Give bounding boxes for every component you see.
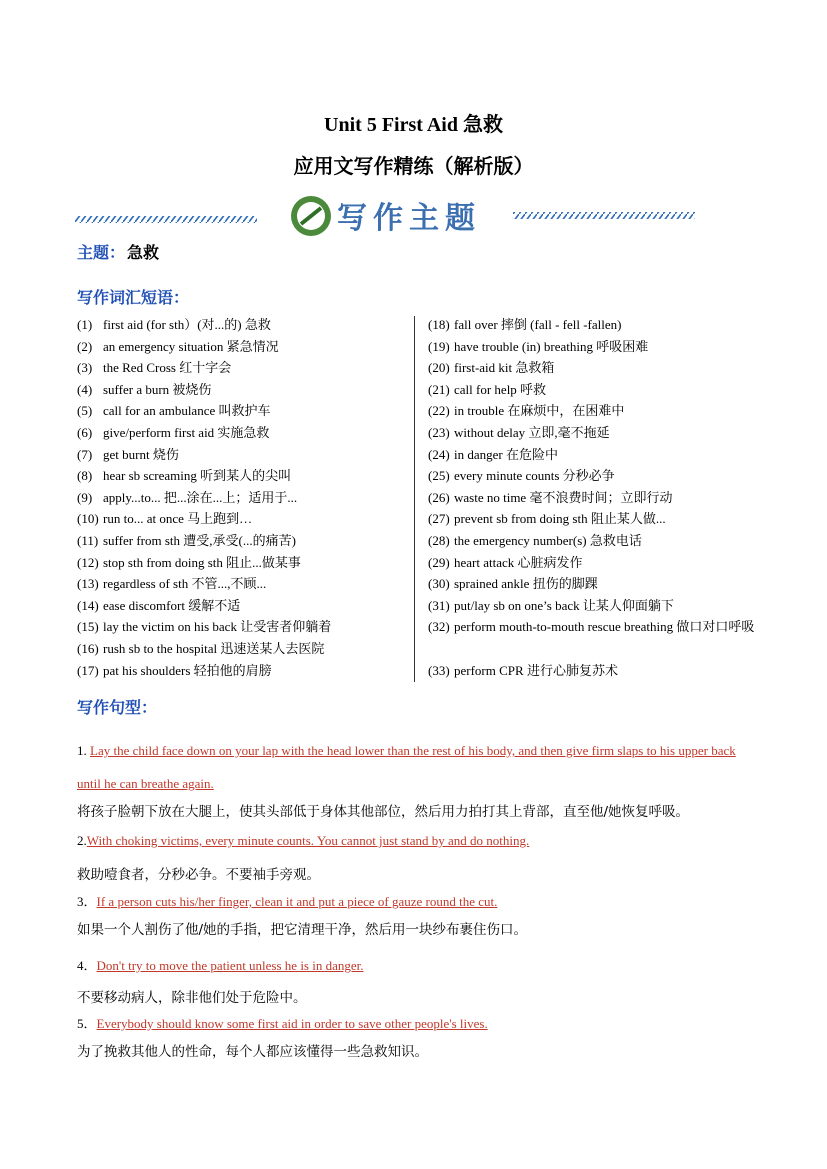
vocab-item: (5) call for an ambulance 叫救护车 <box>77 403 271 419</box>
vocab-item: (10) run to... at once 马上跑到… <box>77 511 253 527</box>
section-banner <box>75 190 695 244</box>
vocab-item: (22) in trouble 在麻烦中，在困难中 <box>428 403 625 419</box>
vocab-item: (20) first-aid kit 急救箱 <box>428 360 555 376</box>
vocab-item: (6) give/perform first aid 实施急救 <box>77 424 270 440</box>
banner-stripe-left <box>75 216 257 223</box>
vocab-item: (19) have trouble (in) breathing 呼吸困难 <box>428 338 649 354</box>
sentence-chinese: 将孩子脸朝下放在大腿上，使其头部低于身体其他部位，然后用力拍打其上背部，直至他/她恢复呼吸。 <box>77 804 690 820</box>
vocab-item: (32) perform mouth-to-mouth rescue breathing 做口对口呼吸 <box>428 619 755 635</box>
vocab-item: (1) first aid (for sth）(对...的) 急救 <box>77 317 271 332</box>
vocab-item: (28) the emergency number(s) 急救电话 <box>428 532 642 548</box>
vocab-item: (7) get burnt 烧伤 <box>77 446 179 462</box>
vocab-item: (25) every minute counts 分秒必争 <box>428 468 615 484</box>
vocab-table <box>77 314 757 686</box>
vocab-item: (27) prevent sb from doing sth 阻止某人做... <box>428 511 666 527</box>
sentence-chinese: 救助噎食者，分秒必争。不要袖手旁观。 <box>77 867 320 883</box>
vocab-item: (12) stop sth from doing sth 阻止...做某事 <box>77 554 301 570</box>
vocab-item: (18) fall over 摔倒 (fall - fell -fallen) <box>428 317 622 332</box>
vocab-item: (23) without delay 立即,毫不拖延 <box>428 424 610 440</box>
vocab-item: (9) apply...to... 把...涂在...上；适用于... <box>77 489 298 505</box>
vocab-item: (16) rush sb to the hospital 迅速送某人去医院 <box>77 640 325 656</box>
vocab-item: (13) regardless of sth 不管...,不顾... <box>77 576 267 592</box>
vocab-item: (15) lay the victim on his back 让受害者仰躺着 <box>77 619 332 635</box>
vocab-item: (31) put/lay sb on one’s back 让某人仰面躺下 <box>428 597 674 613</box>
vocab-item: (17) pat his shoulders 轻拍他的肩膀 <box>77 662 272 678</box>
vocab-item: (3) the Red Cross 红十字会 <box>77 360 232 376</box>
topic-label: 主题： <box>77 243 126 262</box>
sentence-english: 1. Lay the child face down on your lap with the head lower than the rest of his body, and then give firm slaps to his upper back until he can breathe again. <box>77 743 736 791</box>
vocab-item: (8) hear sb screaming 听到某人的尖叫 <box>77 468 292 484</box>
sentence-chinese: 不要移动病人，除非他们处于危险中。 <box>77 990 307 1006</box>
vocab-item: (14) ease discomfort 缓解不适 <box>77 597 241 613</box>
sentences-heading: 写作句型： <box>77 698 158 717</box>
page-subtitle: 应用文写作精练（解析版） <box>293 154 534 178</box>
vocab-item: (4) suffer a burn 被烧伤 <box>77 381 212 397</box>
vocab-item: (24) in danger 在危险中 <box>428 446 558 462</box>
banner-title: 写作主题 <box>337 201 481 236</box>
vocab-heading: 写作词汇短语： <box>77 288 190 307</box>
topic-value: 急救 <box>127 243 160 262</box>
sentence-english: 5．Everybody should know some first aid in order to save other people's lives. <box>77 1016 488 1031</box>
sentence-chinese: 为了挽救其他人的性命，每个人都应该懂得一些急救知识。 <box>77 1044 428 1060</box>
vocab-item: (29) heart attack 心脏病发作 <box>428 554 583 570</box>
sentence-english: 4．Don't try to move the patient unless he is in danger. <box>77 958 364 973</box>
sentence-english: 2.With choking victims, every minute counts. You cannot just stand by and do nothing. <box>77 833 530 848</box>
vocab-item: (26) waste no time 毫不浪费时间；立即行动 <box>428 489 673 505</box>
vocab-column-left <box>77 314 407 681</box>
sentence-chinese: 如果一个人割伤了他/她的手指，把它清理干净，然后用一块纱布裹住伤口。 <box>77 922 528 938</box>
pencil-badge-icon <box>291 196 331 236</box>
topic-line <box>77 240 159 263</box>
vocab-item: (11) suffer from sth 遭受,承受(...的痛苦) <box>77 532 296 548</box>
banner-stripe-right <box>513 212 695 219</box>
vocab-item: (30) sprained ankle 扭伤的脚踝 <box>428 576 598 592</box>
vocab-item: (33) perform CPR 进行心肺复苏术 <box>428 662 618 678</box>
page-title: Unit 5 First Aid 急救 <box>324 114 503 136</box>
vocab-item: (2) an emergency situation 紧急情况 <box>77 338 279 354</box>
vocab-column-right <box>428 314 758 681</box>
vocab-item: (21) call for help 呼救 <box>428 381 547 397</box>
sentence-english: 3．If a person cuts his/her finger, clean it and put a piece of gauze round the cut. <box>77 894 498 909</box>
column-divider <box>414 316 415 682</box>
